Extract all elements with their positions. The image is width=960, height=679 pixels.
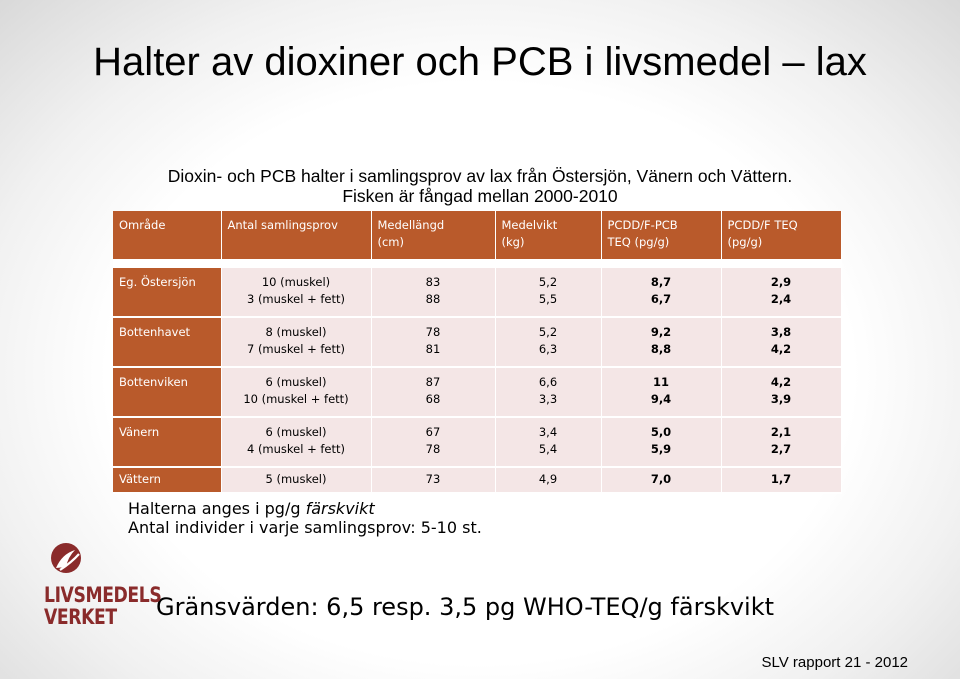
pcdd-teq-cell: 2,1 2,7 [721, 417, 841, 467]
length-cell: 83 88 [371, 264, 495, 318]
header-cell: Medellängd (cm) [371, 211, 495, 264]
logo-line-2: VERKET [44, 605, 117, 629]
pcb-teq-cell: 11 9,4 [601, 367, 721, 417]
area-cell: Vänern [113, 417, 221, 467]
weight-cell: 5,2 6,3 [495, 317, 601, 367]
header-cell: Antal samlingsprov [221, 211, 371, 264]
logo-wordmark [44, 584, 161, 628]
table-row [113, 467, 841, 493]
table-row [113, 264, 841, 318]
table-row [113, 417, 841, 467]
note-unit: Halterna anges i pg/g färskvikt [128, 499, 375, 518]
header-cell: Område [113, 211, 221, 264]
pcb-teq-cell: 9,2 8,8 [601, 317, 721, 367]
samples-cell: 6 (muskel) 10 (muskel + fett) [221, 367, 371, 417]
pcb-teq-cell: 8,7 6,7 [601, 264, 721, 318]
table-row [113, 317, 841, 367]
pcdd-teq-cell: 4,2 3,9 [721, 367, 841, 417]
logo-line-1: LIVSMEDELS [44, 583, 162, 607]
pcb-teq-cell: 7,0 [601, 467, 721, 493]
header-cell: PCDD/F-PCB TEQ (pg/g) [601, 211, 721, 264]
area-cell: Bottenhavet [113, 317, 221, 367]
report-reference: SLV rapport 21 - 2012 [761, 654, 908, 671]
length-cell: 67 78 [371, 417, 495, 467]
page-title: Halter av dioxiner och PCB i livsmedel – lax [93, 40, 867, 84]
area-cell: Eg. Östersjön [113, 264, 221, 318]
area-cell: Vättern [113, 467, 221, 493]
table-header-row [113, 211, 841, 264]
length-cell: 73 [371, 467, 495, 493]
weight-cell: 4,9 [495, 467, 601, 493]
samples-cell: 8 (muskel) 7 (muskel + fett) [221, 317, 371, 367]
subtitle-line-2: Fisken är fångad mellan 2000-2010 [342, 186, 618, 206]
data-table [113, 211, 842, 494]
area-cell: Bottenviken [113, 367, 221, 417]
length-cell: 87 68 [371, 367, 495, 417]
samples-cell: 6 (muskel) 4 (muskel + fett) [221, 417, 371, 467]
pcdd-teq-cell: 2,9 2,4 [721, 264, 841, 318]
samples-cell: 10 (muskel) 3 (muskel + fett) [221, 264, 371, 318]
pcdd-teq-cell: 3,8 4,2 [721, 317, 841, 367]
note-individuals: Antal individer i varje samlingsprov: 5-10 st. [128, 518, 482, 537]
weight-cell: 5,2 5,5 [495, 264, 601, 318]
weight-cell: 6,6 3,3 [495, 367, 601, 417]
length-cell: 78 81 [371, 317, 495, 367]
limit-values: Gränsvärden: 6,5 resp. 3,5 pg WHO-TEQ/g färskvikt [156, 593, 775, 621]
weight-cell: 3,4 5,4 [495, 417, 601, 467]
header-cell: Medelvikt (kg) [495, 211, 601, 264]
pcb-teq-cell: 5,0 5,9 [601, 417, 721, 467]
subtitle [120, 166, 840, 206]
header-cell: PCDD/F TEQ (pg/g) [721, 211, 841, 264]
notes [128, 499, 482, 537]
table-row [113, 367, 841, 417]
subtitle-line-1: Dioxin- och PCB halter i samlingsprov av lax från Östersjön, Vänern och Vättern. [167, 166, 793, 186]
pcdd-teq-cell: 1,7 [721, 467, 841, 493]
samples-cell: 5 (muskel) [221, 467, 371, 493]
